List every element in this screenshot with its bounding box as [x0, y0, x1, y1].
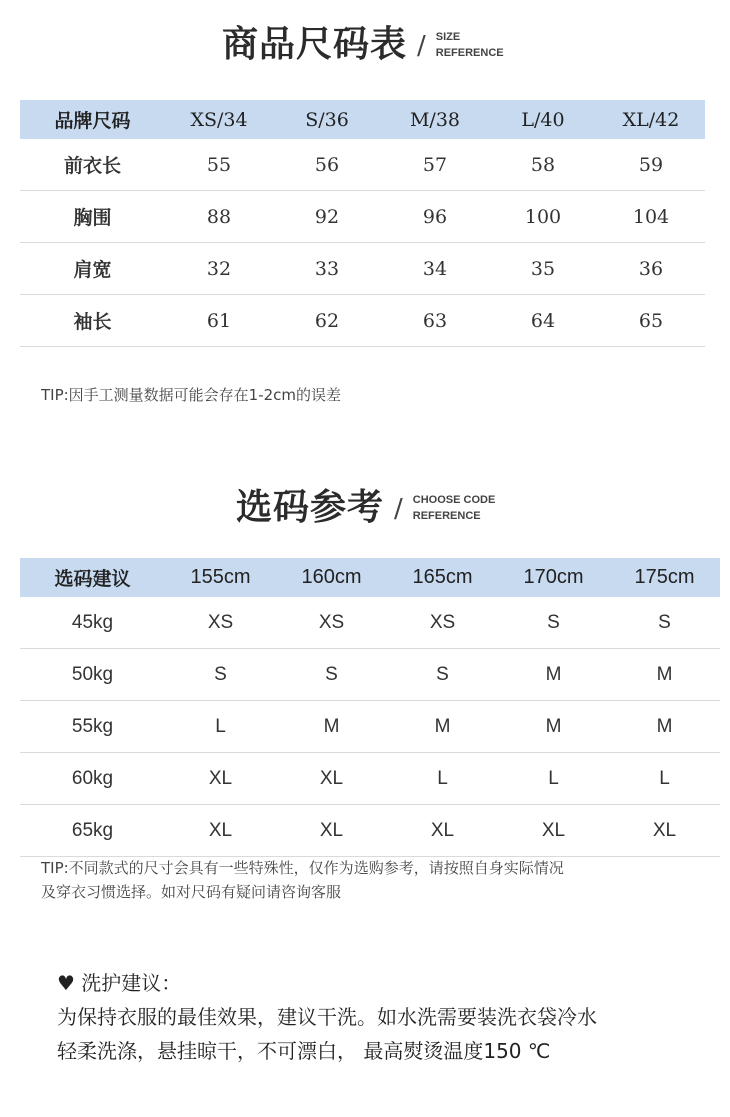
table-cell: XL: [609, 805, 720, 857]
choose-header-cell: 选码建议: [20, 558, 165, 597]
row-label: 60kg: [20, 753, 165, 805]
table-cell: 104: [597, 191, 705, 243]
table-cell: S: [387, 649, 498, 701]
table-row: [20, 753, 720, 805]
table-cell: S: [165, 649, 276, 701]
choose-header-cell: 170cm: [498, 558, 609, 597]
size-header-cell: 品牌尺码: [20, 100, 165, 139]
table-cell: L: [387, 753, 498, 805]
table-cell: XS: [387, 597, 498, 649]
table-cell: XL: [387, 805, 498, 857]
table-row: [20, 805, 720, 857]
table-cell: 55: [165, 139, 273, 191]
choose-header-cell: 155cm: [165, 558, 276, 597]
size-table-title: 商品尺码表: [222, 24, 408, 65]
table-cell: L: [165, 701, 276, 753]
care-instructions: [57, 966, 597, 1068]
table-cell: S: [609, 597, 720, 649]
table-cell: 36: [597, 243, 705, 295]
table-cell: 96: [381, 191, 489, 243]
table-cell: 65: [597, 295, 705, 347]
table-cell: 88: [165, 191, 273, 243]
size-header-cell: L/40: [489, 100, 597, 139]
table-cell: M: [498, 701, 609, 753]
table-row: [20, 649, 720, 701]
care-heading: ♥ 洗护建议：: [57, 971, 182, 995]
table-cell: XS: [276, 597, 387, 649]
choose-header-cell: 160cm: [276, 558, 387, 597]
table-cell: L: [498, 753, 609, 805]
table-cell: XL: [276, 753, 387, 805]
table-cell: 62: [273, 295, 381, 347]
table-cell: 58: [489, 139, 597, 191]
table-row: [20, 243, 705, 295]
table-cell: XS: [165, 597, 276, 649]
table-cell: M: [609, 701, 720, 753]
size-table: [20, 100, 705, 347]
table-row: [20, 597, 720, 649]
size-header-cell: XL/42: [597, 100, 705, 139]
size-table-en-title: SIZE REFERENCE: [435, 30, 504, 59]
table-cell: XL: [498, 805, 609, 857]
table-cell: M: [276, 701, 387, 753]
choose-header-cell: 165cm: [387, 558, 498, 597]
table-cell: XL: [165, 805, 276, 857]
table-cell: XL: [276, 805, 387, 857]
table-cell: L: [609, 753, 720, 805]
choose-table-title-block: [236, 479, 495, 530]
size-header-cell: XS/34: [165, 100, 273, 139]
table-cell: 35: [489, 243, 597, 295]
row-label: 肩宽: [20, 243, 165, 295]
table-cell: 33: [273, 243, 381, 295]
table-row: [20, 191, 705, 243]
table-cell: S: [498, 597, 609, 649]
table-cell: XL: [165, 753, 276, 805]
choose-size-table: [20, 558, 720, 857]
table-cell: 92: [273, 191, 381, 243]
row-label: 胸围: [20, 191, 165, 243]
table-row: [20, 295, 705, 347]
table-cell: 57: [381, 139, 489, 191]
care-line: 为保持衣服的最佳效果，建议干洗。如水洗需要装洗衣袋冷水: [57, 1005, 597, 1029]
table-cell: M: [498, 649, 609, 701]
table-row: [20, 701, 720, 753]
row-label: 45kg: [20, 597, 165, 649]
table-cell: 100: [489, 191, 597, 243]
table-cell: S: [276, 649, 387, 701]
table-cell: 32: [165, 243, 273, 295]
table-cell: 61: [165, 295, 273, 347]
table-cell: 34: [381, 243, 489, 295]
size-header-cell: S/36: [273, 100, 381, 139]
row-label: 袖长: [20, 295, 165, 347]
size-table-header-row: [20, 100, 705, 139]
size-table-title-block: [222, 16, 504, 67]
row-label: 55kg: [20, 701, 165, 753]
table-cell: 56: [273, 139, 381, 191]
care-line: 轻柔洗涤，悬挂晾干，不可漂白， 最高熨烫温度150 ℃: [57, 1039, 551, 1063]
choose-header-cell: 175cm: [609, 558, 720, 597]
table-cell: 59: [597, 139, 705, 191]
choose-table-en-title: CHOOSE CODE REFERENCE: [412, 493, 496, 522]
size-table-tip: TIP:因手工测量数据可能会存在1-2cm的误差: [41, 386, 342, 404]
title-slash: /: [417, 30, 426, 61]
table-cell: 63: [381, 295, 489, 347]
table-cell: M: [609, 649, 720, 701]
table-cell: M: [387, 701, 498, 753]
table-cell: 64: [489, 295, 597, 347]
choose-table-tip: TIP:不同款式的尺寸会具有一些特殊性，仅作为选购参考，请按照自身实际情况 及穿衣习惯选择。如对尺码有疑问请咨询客服: [41, 859, 564, 901]
size-header-cell: M/38: [381, 100, 489, 139]
row-label: 50kg: [20, 649, 165, 701]
title-slash: /: [394, 493, 403, 524]
row-label: 前衣长: [20, 139, 165, 191]
table-row: [20, 139, 705, 191]
choose-table-title: 选码参考: [236, 487, 385, 528]
choose-table-header-row: [20, 558, 720, 597]
row-label: 65kg: [20, 805, 165, 857]
